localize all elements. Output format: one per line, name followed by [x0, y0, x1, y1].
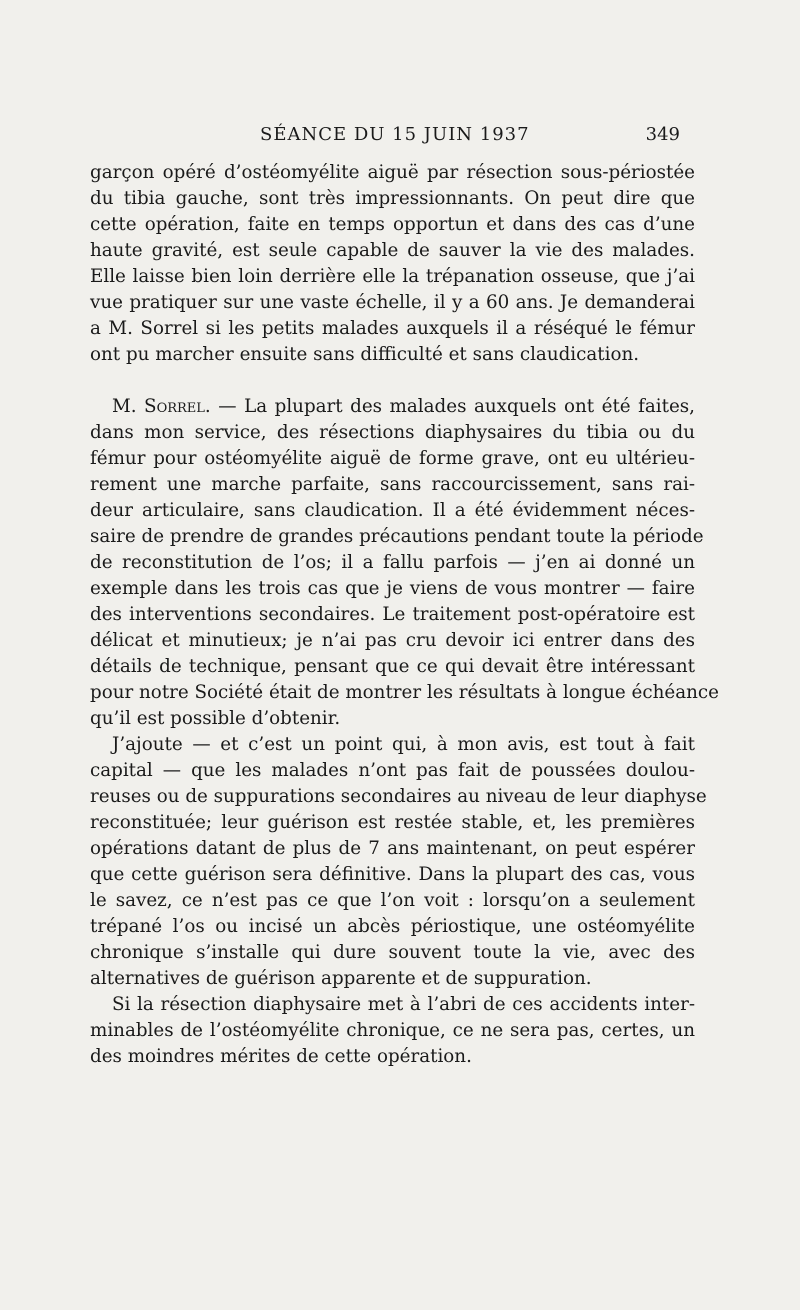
text-line: deur articulaire, sans claudication. Il a été évidemment néces-: [90, 500, 695, 521]
page-number: 349: [645, 124, 680, 145]
text-line: vue pratiquer sur une vaste échelle, il y a 60 ans. Je demanderai: [90, 292, 695, 313]
text-line: haute gravité, est seule capable de sauver la vie des malades.: [90, 240, 695, 261]
text-line: Si la résection diaphysaire met à l’abri de ces accidents inter-: [112, 994, 695, 1015]
text-line: ont pu marcher ensuite sans difficulté et sans claudication.: [90, 344, 640, 365]
text-line: rement une marche parfaite, sans raccourcissement, sans rai-: [90, 474, 695, 495]
text-line: cette opération, faite en temps opportun et dans des cas d’une: [90, 214, 695, 235]
text-line: dans mon service, des résections diaphysaires du tibia ou du: [90, 422, 695, 443]
paragraph: [90, 992, 695, 1070]
running-header: [90, 124, 680, 152]
text-fragment: — La plupart des malades auxquels ont été faites,: [210, 396, 695, 417]
text-line: alternatives de guérison apparente et de suppuration.: [90, 968, 592, 989]
text-line: garçon opéré d’ostéomyélite aiguë par résection sous-périostée: [90, 162, 695, 183]
text-line: opérations datant de plus de 7 ans maintenant, on peut espérer: [90, 838, 695, 859]
text-line: Elle laisse bien loin derrière elle la trépanation osseuse, que j’ai: [90, 266, 695, 287]
paragraph-continuation: [90, 160, 695, 368]
text-line: pour notre Société était de montrer les résultats à longue échéance: [90, 682, 719, 703]
text-line: exemple dans les trois cas que je viens de vous montrer — faire: [90, 578, 695, 599]
paragraph-sorrel-reply: [90, 394, 719, 732]
header-title: SÉANCE DU 15 JUIN 1937: [260, 124, 530, 145]
text-line: que cette guérison sera définitive. Dans la plupart des cas, vous: [90, 864, 695, 885]
text-line: qu’il est possible d’obtenir.: [90, 708, 341, 729]
text-line: délicat et minutieux; je n’ai pas cru devoir ici entrer dans des: [90, 630, 695, 651]
body-text: [90, 160, 719, 1070]
speaker-name: M. Sorrel.: [112, 396, 211, 417]
text-line: des moindres mérites de cette opération.: [90, 1046, 472, 1067]
text-line: le savez, ce n’est pas ce que l’on voit : lorsqu’on a seulement: [90, 890, 695, 911]
text-line: fémur pour ostéomyélite aiguë de forme grave, ont eu ultérieu-: [90, 448, 695, 469]
text-line: trépané l’os ou incisé un abcès périostique, une ostéomyélite: [90, 916, 695, 937]
paragraph: [90, 732, 707, 992]
text-line: reconstituée; leur guérison est restée stable, et, les premières: [90, 812, 695, 833]
text-line: chronique s’installe qui dure souvent toute la vie, avec des: [90, 942, 695, 963]
text-line: a M. Sorrel si les petits malades auxquels il a réséqué le fémur: [90, 318, 695, 339]
text-line: saire de prendre de grandes précautions pendant toute la période: [90, 526, 704, 547]
text-line-with-speaker: [90, 394, 695, 420]
text-line: des interventions secondaires. Le traitement post-opératoire est: [90, 604, 695, 625]
text-line: du tibia gauche, sont très impressionnants. On peut dire que: [90, 188, 695, 209]
text-line: de reconstitution de l’os; il a fallu parfois — j’en ai donné un: [90, 552, 695, 573]
text-line: minables de l’ostéomyélite chronique, ce ne sera pas, certes, un: [90, 1020, 695, 1041]
text-line: capital — que les malades n’ont pas fait de poussées doulou-: [90, 760, 695, 781]
text-line: détails de technique, pensant que ce qui devait être intéressant: [90, 656, 695, 677]
text-line: J’ajoute — et c’est un point qui, à mon avis, est tout à fait: [112, 734, 695, 755]
text-line: reuses ou de suppurations secondaires au niveau de leur diaphyse: [90, 786, 707, 807]
paragraph-gap: [90, 368, 695, 394]
